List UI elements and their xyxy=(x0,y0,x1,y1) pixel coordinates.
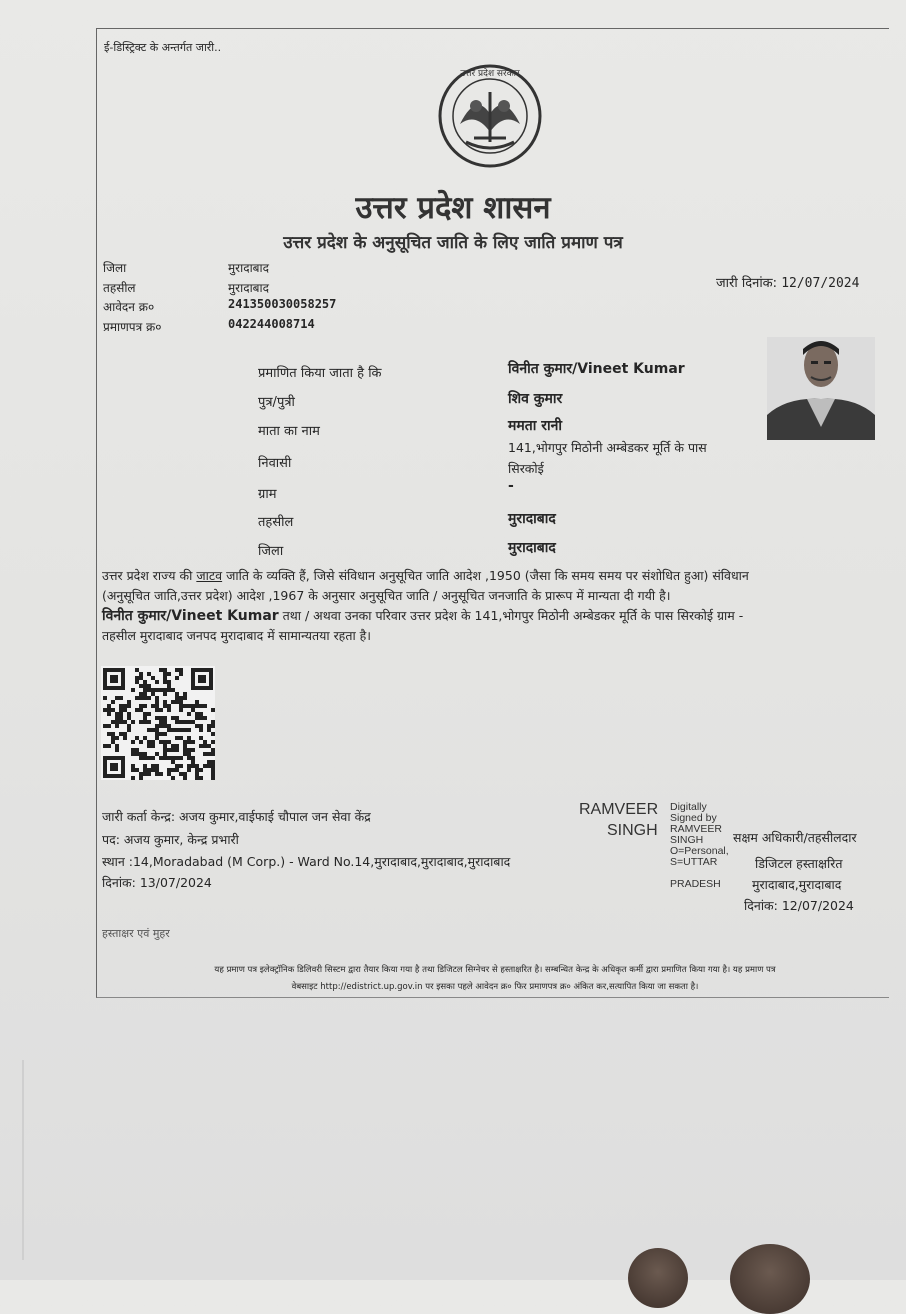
issuer-date: दिनांक: 13/07/2024 xyxy=(102,875,212,890)
applicant-photo xyxy=(767,337,875,440)
district-label: जिला xyxy=(258,544,284,559)
meta-value-application-no: 241350030058257 xyxy=(228,297,337,311)
digitally-signed-label: डिजिटल हस्ताक्षरित xyxy=(755,856,843,871)
meta-label-application-no: आवेदन क्र० xyxy=(103,300,155,314)
paragraph-line3: तथा / अथवा उनका परिवार उत्तर प्रदेश के 141,भोगपुर मिठोनी अम्बेडकर मूर्ति के पास सिरकोई ग्राम - xyxy=(278,608,744,623)
resident-address: 141,भोगपुर मिठोनी अम्बेडकर मूर्ति के पास xyxy=(508,440,707,455)
officer-designation: सक्षम अधिकारी/तहसीलदार xyxy=(733,830,857,845)
header-note: ई-डिस्ट्रिक्ट के अन्तर्गत जारी.. xyxy=(104,41,222,54)
meta-label-certificate-no: प्रमाणपत्र क्र० xyxy=(103,320,162,334)
signer-first-name: RAMVEER xyxy=(579,801,659,818)
issue-date-value: 12/07/2024 xyxy=(781,276,860,291)
page-title: उत्तर प्रदेश शासन xyxy=(355,190,551,226)
certified-label: प्रमाणित किया जाता है कि xyxy=(258,366,382,381)
resident-address-2: सिरकोई xyxy=(508,461,544,476)
footer-note-line2: वेबसाइट http://edistrict.up.gov.in पर इसका पहले आवेदन क्र० फिर प्रमाणपत्र क्र० अंकित कर,सत्यापित किया जा सकता है। xyxy=(291,982,699,992)
signer-last-name: SINGH xyxy=(607,822,658,839)
father-name: शिव कुमार xyxy=(508,391,563,407)
paragraph-line1b: जाति के व्यक्ति हैं, जिसे संविधान अनुसूचित जाति आदेश ,1950 (जैसा कि समय समय पर संशोधित हुआ) संविधान xyxy=(222,568,749,583)
certified-name: विनीत कुमार/Vineet Kumar xyxy=(508,361,685,377)
meta-label-tehsil: तहसील xyxy=(103,281,136,295)
paragraph-line2: (अनुसूचित जाति,उत्तर प्रदेश) आदेश ,1967 के अनुसार अनुसूचित जाति / अनुसूचित जनजाति के प्रारूप में मान्यता दी गयी है। xyxy=(102,588,671,603)
issuer-center: जारी कर्ता केन्द्र: अजय कुमार,वाईफाई चौपाल जन सेवा केंद्र xyxy=(102,809,371,824)
village-value: - xyxy=(508,478,514,494)
village-label: ग्राम xyxy=(258,487,277,502)
meta-label-district: जिला xyxy=(103,261,127,275)
paragraph-line4: तहसील मुरादाबाद जनपद मुरादाबाद में सामान्यतया रहता है। xyxy=(102,628,372,643)
resident-label: निवासी xyxy=(258,456,292,471)
officer-place: मुरादाबाद,मुरादाबाद xyxy=(752,877,842,892)
meta-value-tehsil: मुरादाबाद xyxy=(228,281,270,295)
page-subtitle: उत्तर प्रदेश के अनुसूचित जाति के लिए जाति प्रमाण पत्र xyxy=(283,233,623,253)
page-edge xyxy=(22,1060,24,1260)
paragraph-name: विनीत कुमार/Vineet Kumar xyxy=(102,608,279,624)
paragraph-line1a: उत्तर प्रदेश राज्य की xyxy=(102,568,197,583)
mother-label: माता का नाम xyxy=(258,424,320,439)
person-photo-icon xyxy=(767,337,875,440)
sign-seal-label: हस्ताक्षर एवं मुहर xyxy=(102,927,170,940)
qr-code-icon xyxy=(101,666,215,780)
tehsil-value: मुरादाबाद xyxy=(508,511,556,527)
up-government-emblem-icon xyxy=(436,62,544,170)
issuer-place: स्थान :14,Moradabad (M Corp.) - Ward No.14,मुरादाबाद,मुरादाबाद,मुरादाबाद xyxy=(102,854,511,869)
certificate-paragraph xyxy=(102,566,878,646)
footer-note-line1: यह प्रमाण पत्र इलेक्ट्रॉनिक डिलिवरी सिस्टम द्वारा तैयार किया गया है तथा डिजिटल सिग्नेचर से हस्ताक्षरित है। सम्बन्धित केन्द्र के अधिकृत कर्मी द्वारा प्रमाणित किया गया है। यह प्रमाण पत्र xyxy=(214,965,776,975)
caste-name: जाटव xyxy=(196,568,223,583)
mother-name: ममता रानी xyxy=(508,418,562,434)
issuer-post: पद: अजय कुमार, केन्द्र प्रभारी xyxy=(102,832,239,847)
fingertip xyxy=(730,1244,810,1314)
meta-value-district: मुरादाबाद xyxy=(228,261,270,275)
tehsil-label: तहसील xyxy=(258,515,294,530)
emblem-text: उत्तर प्रदेश सरकार xyxy=(460,69,520,79)
fingertip xyxy=(628,1248,688,1308)
footer-note xyxy=(102,962,888,996)
parent-label: पुत्र/पुत्री xyxy=(258,395,295,410)
issue-date xyxy=(716,273,859,291)
issue-date-label: जारी दिनांक: xyxy=(716,276,778,291)
digital-signature-details: Digitally Signed by RAMVEER SINGH O=Personal, S=UTTAR PRADESH xyxy=(670,801,729,890)
meta-value-certificate-no: 042244008714 xyxy=(228,317,315,331)
district-value: मुरादाबाद xyxy=(508,540,556,556)
officer-date: दिनांक: 12/07/2024 xyxy=(744,898,854,913)
